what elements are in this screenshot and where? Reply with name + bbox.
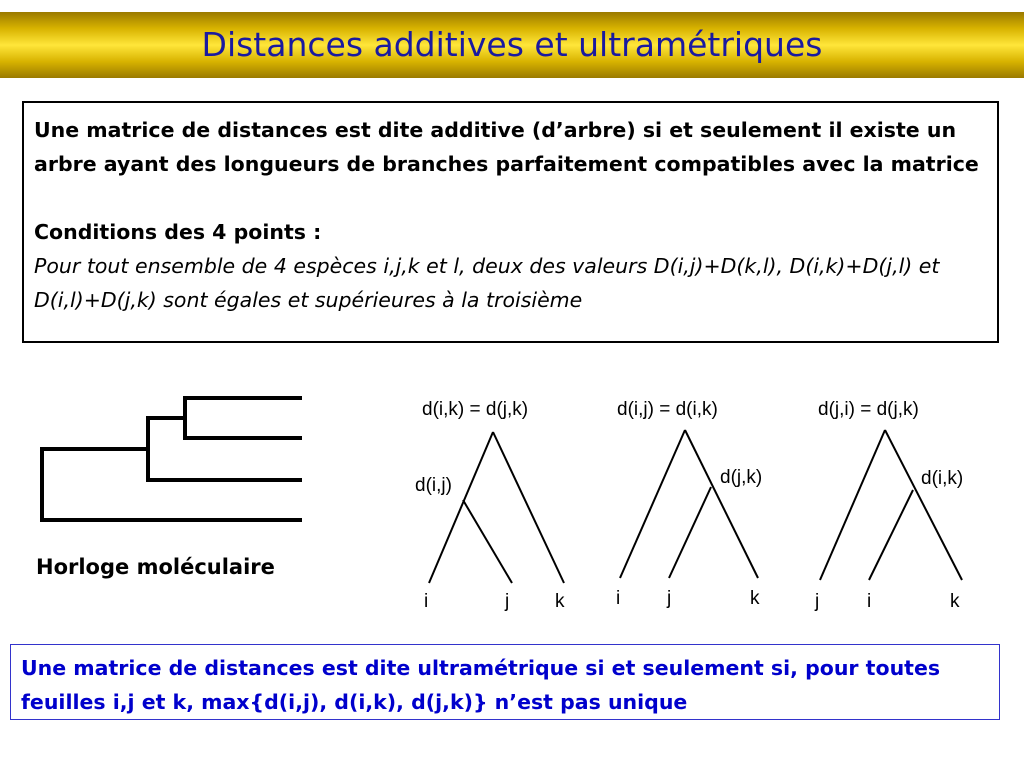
conditions-text: Pour tout ensemble de 4 espèces i,j,k et l, deux des valeurs D(i,j)+D(k,l), D(i,k)+D(j,l) et D(i,l)+D(j,k) sont égales et supérieures à la troisième xyxy=(34,254,940,312)
tree-2-leaf-1: i xyxy=(616,588,621,609)
tree-1-leaf-2: j xyxy=(505,591,510,612)
tree-1 xyxy=(429,432,564,583)
clock-tree xyxy=(42,398,300,520)
tree-3-leaf-1: j xyxy=(815,591,820,612)
tree-3 xyxy=(820,430,962,580)
slide-title: Distances additives et ultramétriques xyxy=(201,25,823,64)
tree-2-leaf-2: j xyxy=(667,588,672,609)
tree-3-leaf-2: i xyxy=(867,591,872,612)
tree-1-leaf-3: k xyxy=(555,591,565,612)
ultrametric-definition: Une matrice de distances est dite ultramétrique si et seulement si, pour toutes feuilles i,j et k, max{d(i,j), d(i,k), d(j,k)} n’est pas unique xyxy=(21,656,941,714)
tree-2-leaf-3: k xyxy=(750,588,760,609)
conditions-heading: Conditions des 4 points : xyxy=(34,220,322,244)
clock-tree-label: Horloge moléculaire xyxy=(36,555,275,579)
tree-3-leaf-3: k xyxy=(950,591,960,612)
tree-1-leaf-1: i xyxy=(424,591,429,612)
additive-definition: Une matrice de distances est dite additive (d’arbre) si et seulement il existe un arbre ayant des longueurs de branches parfaitement compatibles avec la matrice xyxy=(34,118,979,176)
tree-2-top-label: d(i,j) = d(i,k) xyxy=(617,399,718,420)
tree-3-inner-label: d(i,k) xyxy=(921,468,964,489)
tree-3-top-label: d(j,i) = d(j,k) xyxy=(818,399,919,420)
tree-2-inner-label: d(j,k) xyxy=(720,467,763,488)
tree-1-inner-label: d(i,j) xyxy=(415,475,452,496)
ultrametric-definition-box xyxy=(10,644,1000,720)
tree-1-top-label: d(i,k) = d(j,k) xyxy=(422,399,529,420)
tree-2 xyxy=(620,430,758,578)
